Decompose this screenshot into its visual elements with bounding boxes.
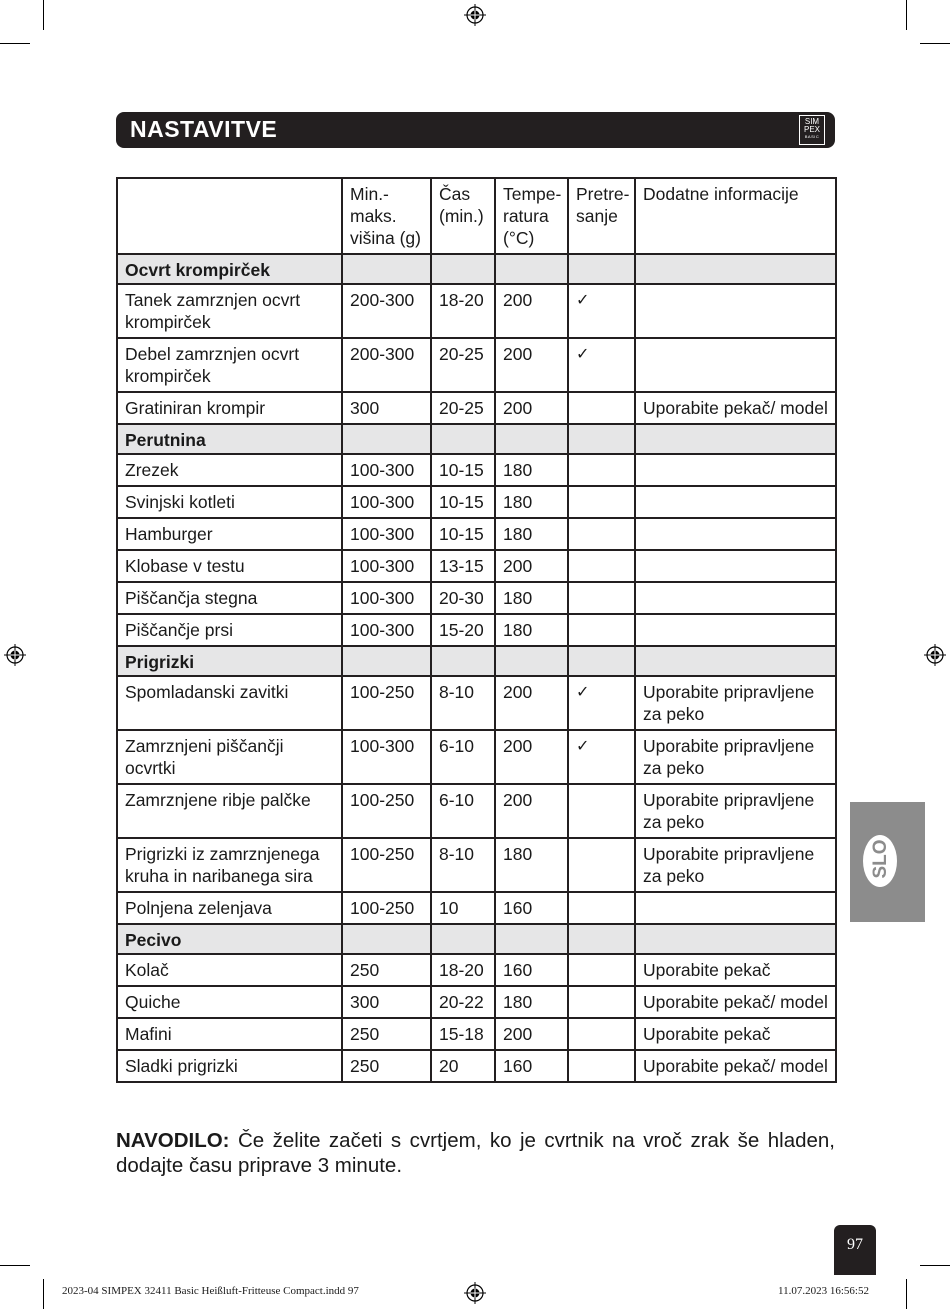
- table-row: [117, 338, 836, 392]
- column-header: [117, 178, 342, 254]
- table-cell: 10-15: [431, 518, 495, 550]
- table-cell: Kolač: [117, 954, 342, 986]
- logo-line: SIM: [804, 117, 820, 126]
- crop-mark: [0, 1265, 30, 1266]
- section-cell: [342, 254, 431, 284]
- preheat-cell: [568, 550, 635, 582]
- table-cell: 13-15: [431, 550, 495, 582]
- table-cell: 100-300: [342, 518, 431, 550]
- table-cell: 18-20: [431, 284, 495, 338]
- preheat-cell: ✓: [568, 284, 635, 338]
- table-header-row: [117, 178, 836, 254]
- table-cell: 180: [495, 986, 568, 1018]
- section-cell: [495, 924, 568, 954]
- preheat-cell: [568, 392, 635, 424]
- table-row: [117, 614, 836, 646]
- table-cell: 10-15: [431, 486, 495, 518]
- crop-mark: [920, 1265, 950, 1266]
- table-row: [117, 550, 836, 582]
- column-header: Pretre- sanje: [568, 178, 635, 254]
- crop-mark: [906, 0, 907, 30]
- table-cell: 300: [342, 986, 431, 1018]
- footer-timestamp: 11.07.2023 16:56:52: [778, 1285, 869, 1297]
- instruction-note: [116, 1128, 835, 1178]
- page-title: NASTAVITVE: [130, 116, 278, 142]
- table-row: [117, 486, 836, 518]
- table-cell: [635, 486, 836, 518]
- table-cell: Hamburger: [117, 518, 342, 550]
- section-cell: [431, 924, 495, 954]
- table-cell: 20: [431, 1050, 495, 1082]
- registration-mark-icon: [464, 1282, 486, 1304]
- table-cell: Uporabite pekač: [635, 1018, 836, 1050]
- table-row: [117, 986, 836, 1018]
- table-row: [117, 518, 836, 550]
- preheat-cell: [568, 518, 635, 550]
- crop-mark: [43, 0, 44, 30]
- table-cell: 6-10: [431, 730, 495, 784]
- table-cell: 100-300: [342, 486, 431, 518]
- table-cell: 200: [495, 784, 568, 838]
- table-cell: Uporabite pripravljene za peko: [635, 838, 836, 892]
- table-cell: Debel zamrznjen ocvrt krompirček: [117, 338, 342, 392]
- table-cell: 200-300: [342, 338, 431, 392]
- table-cell: 100-300: [342, 730, 431, 784]
- section-cell: [568, 254, 635, 284]
- section-cell: [568, 646, 635, 676]
- section-cell: [431, 424, 495, 454]
- table-row: [117, 1050, 836, 1082]
- section-row: [117, 924, 836, 954]
- table-cell: Piščančja stegna: [117, 582, 342, 614]
- section-cell: [635, 646, 836, 676]
- column-header: Tempe- ratura (°C): [495, 178, 568, 254]
- table-cell: [635, 284, 836, 338]
- note-text: Če želite začeti s cvrtjem, ko je cvrtnik na vroč zrak še hladen, dodajte času priprave 3 minute.: [116, 1129, 835, 1177]
- section-title: Ocvrt krompirček: [117, 254, 342, 284]
- table-cell: [635, 614, 836, 646]
- table-cell: Uporabite pekač/ model: [635, 392, 836, 424]
- logo-line: BASIC: [804, 134, 820, 139]
- section-cell: [342, 424, 431, 454]
- table-cell: 160: [495, 892, 568, 924]
- section-cell: [342, 646, 431, 676]
- table-cell: 10: [431, 892, 495, 924]
- table-cell: [635, 582, 836, 614]
- preheat-cell: [568, 1050, 635, 1082]
- table-cell: 200: [495, 1018, 568, 1050]
- table-cell: 250: [342, 954, 431, 986]
- table-cell: 250: [342, 1018, 431, 1050]
- section-cell: [568, 924, 635, 954]
- table-body: [117, 254, 836, 1082]
- preheat-cell: ✓: [568, 676, 635, 730]
- table-cell: Spomladanski zavitki: [117, 676, 342, 730]
- section-cell: [495, 646, 568, 676]
- table-cell: Uporabite pripravljene za peko: [635, 784, 836, 838]
- section-row: [117, 646, 836, 676]
- preheat-cell: [568, 1018, 635, 1050]
- table-cell: 18-20: [431, 954, 495, 986]
- brand-logo: [799, 115, 825, 145]
- table-cell: 200: [495, 676, 568, 730]
- preheat-cell: [568, 954, 635, 986]
- table-row: [117, 582, 836, 614]
- table-cell: Uporabite pripravljene za peko: [635, 676, 836, 730]
- section-title: Pecivo: [117, 924, 342, 954]
- table-cell: 200: [495, 730, 568, 784]
- logo-line: PEX: [803, 125, 820, 134]
- table-cell: [635, 550, 836, 582]
- table-cell: [635, 518, 836, 550]
- table-row: [117, 954, 836, 986]
- table-cell: 180: [495, 454, 568, 486]
- section-cell: [635, 924, 836, 954]
- section-header-bar: [116, 112, 835, 148]
- table-cell: Uporabite pekač: [635, 954, 836, 986]
- table-cell: 200: [495, 284, 568, 338]
- crop-mark: [920, 43, 950, 44]
- table-cell: 200-300: [342, 284, 431, 338]
- table-cell: Quiche: [117, 986, 342, 1018]
- column-header: Čas (min.): [431, 178, 495, 254]
- table-cell: 20-25: [431, 392, 495, 424]
- section-cell: [342, 924, 431, 954]
- table-cell: 100-300: [342, 454, 431, 486]
- preheat-cell: [568, 582, 635, 614]
- section-title: Prigrizki: [117, 646, 342, 676]
- section-cell: [568, 424, 635, 454]
- crop-mark: [43, 1279, 44, 1309]
- table-cell: Zamrznjene ribje palčke: [117, 784, 342, 838]
- table-cell: 10-15: [431, 454, 495, 486]
- section-row: [117, 424, 836, 454]
- table-cell: Svinjski kotleti: [117, 486, 342, 518]
- table-row: [117, 892, 836, 924]
- table-cell: 180: [495, 614, 568, 646]
- table-cell: 180: [495, 486, 568, 518]
- section-row: [117, 254, 836, 284]
- table-row: [117, 730, 836, 784]
- preheat-cell: [568, 838, 635, 892]
- registration-mark-icon: [4, 644, 26, 666]
- table-row: [117, 454, 836, 486]
- preheat-cell: [568, 614, 635, 646]
- table-cell: 20-25: [431, 338, 495, 392]
- column-header: Dodatne informacije: [635, 178, 836, 254]
- table-row: [117, 838, 836, 892]
- table-cell: 100-250: [342, 838, 431, 892]
- table-cell: 200: [495, 550, 568, 582]
- table-cell: 300: [342, 392, 431, 424]
- section-cell: [431, 254, 495, 284]
- footer-file-info: 2023-04 SIMPEX 32411 Basic Heißluft-Fritteuse Compact.indd 97: [62, 1285, 359, 1297]
- language-tab: [850, 802, 925, 922]
- table-cell: 200: [495, 392, 568, 424]
- page-number: 97: [834, 1225, 876, 1275]
- registration-mark-icon: [924, 644, 946, 666]
- table-cell: 100-300: [342, 550, 431, 582]
- table-cell: 160: [495, 954, 568, 986]
- table-cell: Uporabite pekač/ model: [635, 1050, 836, 1082]
- table-cell: Zamrznjeni piščančji ocvrtki: [117, 730, 342, 784]
- table-row: [117, 676, 836, 730]
- preheat-cell: [568, 454, 635, 486]
- table-cell: Uporabite pripravljene za peko: [635, 730, 836, 784]
- table-cell: 100-250: [342, 784, 431, 838]
- registration-mark-icon: [464, 4, 486, 26]
- preheat-cell: [568, 784, 635, 838]
- table-row: [117, 284, 836, 338]
- table-cell: [635, 892, 836, 924]
- table-cell: Klobase v testu: [117, 550, 342, 582]
- table-cell: 100-300: [342, 582, 431, 614]
- table-row: [117, 1018, 836, 1050]
- table-cell: 8-10: [431, 676, 495, 730]
- column-header: Min.- maks. višina (g): [342, 178, 431, 254]
- table-cell: Uporabite pekač/ model: [635, 986, 836, 1018]
- table-cell: Piščančje prsi: [117, 614, 342, 646]
- table-cell: Tanek zamrznjen ocvrt krompirček: [117, 284, 342, 338]
- table-cell: 180: [495, 518, 568, 550]
- table-cell: 15-20: [431, 614, 495, 646]
- section-cell: [431, 646, 495, 676]
- table-cell: Gratiniran krompir: [117, 392, 342, 424]
- table-cell: 20-30: [431, 582, 495, 614]
- section-cell: [635, 424, 836, 454]
- section-cell: [495, 424, 568, 454]
- crop-mark: [0, 43, 30, 44]
- preheat-cell: [568, 486, 635, 518]
- preheat-cell: [568, 986, 635, 1018]
- table-cell: 250: [342, 1050, 431, 1082]
- table-cell: Mafini: [117, 1018, 342, 1050]
- table-cell: 100-250: [342, 892, 431, 924]
- preheat-cell: ✓: [568, 730, 635, 784]
- section-cell: [495, 254, 568, 284]
- table-cell: [635, 454, 836, 486]
- table-cell: Zrezek: [117, 454, 342, 486]
- table-cell: 15-18: [431, 1018, 495, 1050]
- table-cell: 180: [495, 582, 568, 614]
- section-title: Perutnina: [117, 424, 342, 454]
- table-cell: 180: [495, 838, 568, 892]
- table-cell: Polnjena zelenjava: [117, 892, 342, 924]
- table-cell: [635, 338, 836, 392]
- crop-mark: [906, 1279, 907, 1309]
- table-cell: Sladki prigrizki: [117, 1050, 342, 1082]
- table-cell: 100-300: [342, 614, 431, 646]
- table-cell: 6-10: [431, 784, 495, 838]
- language-code: SLO: [870, 839, 891, 879]
- table-cell: 100-250: [342, 676, 431, 730]
- table-cell: 20-22: [431, 986, 495, 1018]
- preheat-cell: [568, 892, 635, 924]
- table-cell: 200: [495, 338, 568, 392]
- note-label: NAVODILO:: [116, 1129, 230, 1152]
- table-row: [117, 392, 836, 424]
- settings-table: [116, 177, 837, 1083]
- preheat-cell: ✓: [568, 338, 635, 392]
- table-cell: Prigrizki iz zamrznjenega kruha in naribanega sira: [117, 838, 342, 892]
- section-cell: [635, 254, 836, 284]
- table-cell: 8-10: [431, 838, 495, 892]
- table-cell: 160: [495, 1050, 568, 1082]
- table-row: [117, 784, 836, 838]
